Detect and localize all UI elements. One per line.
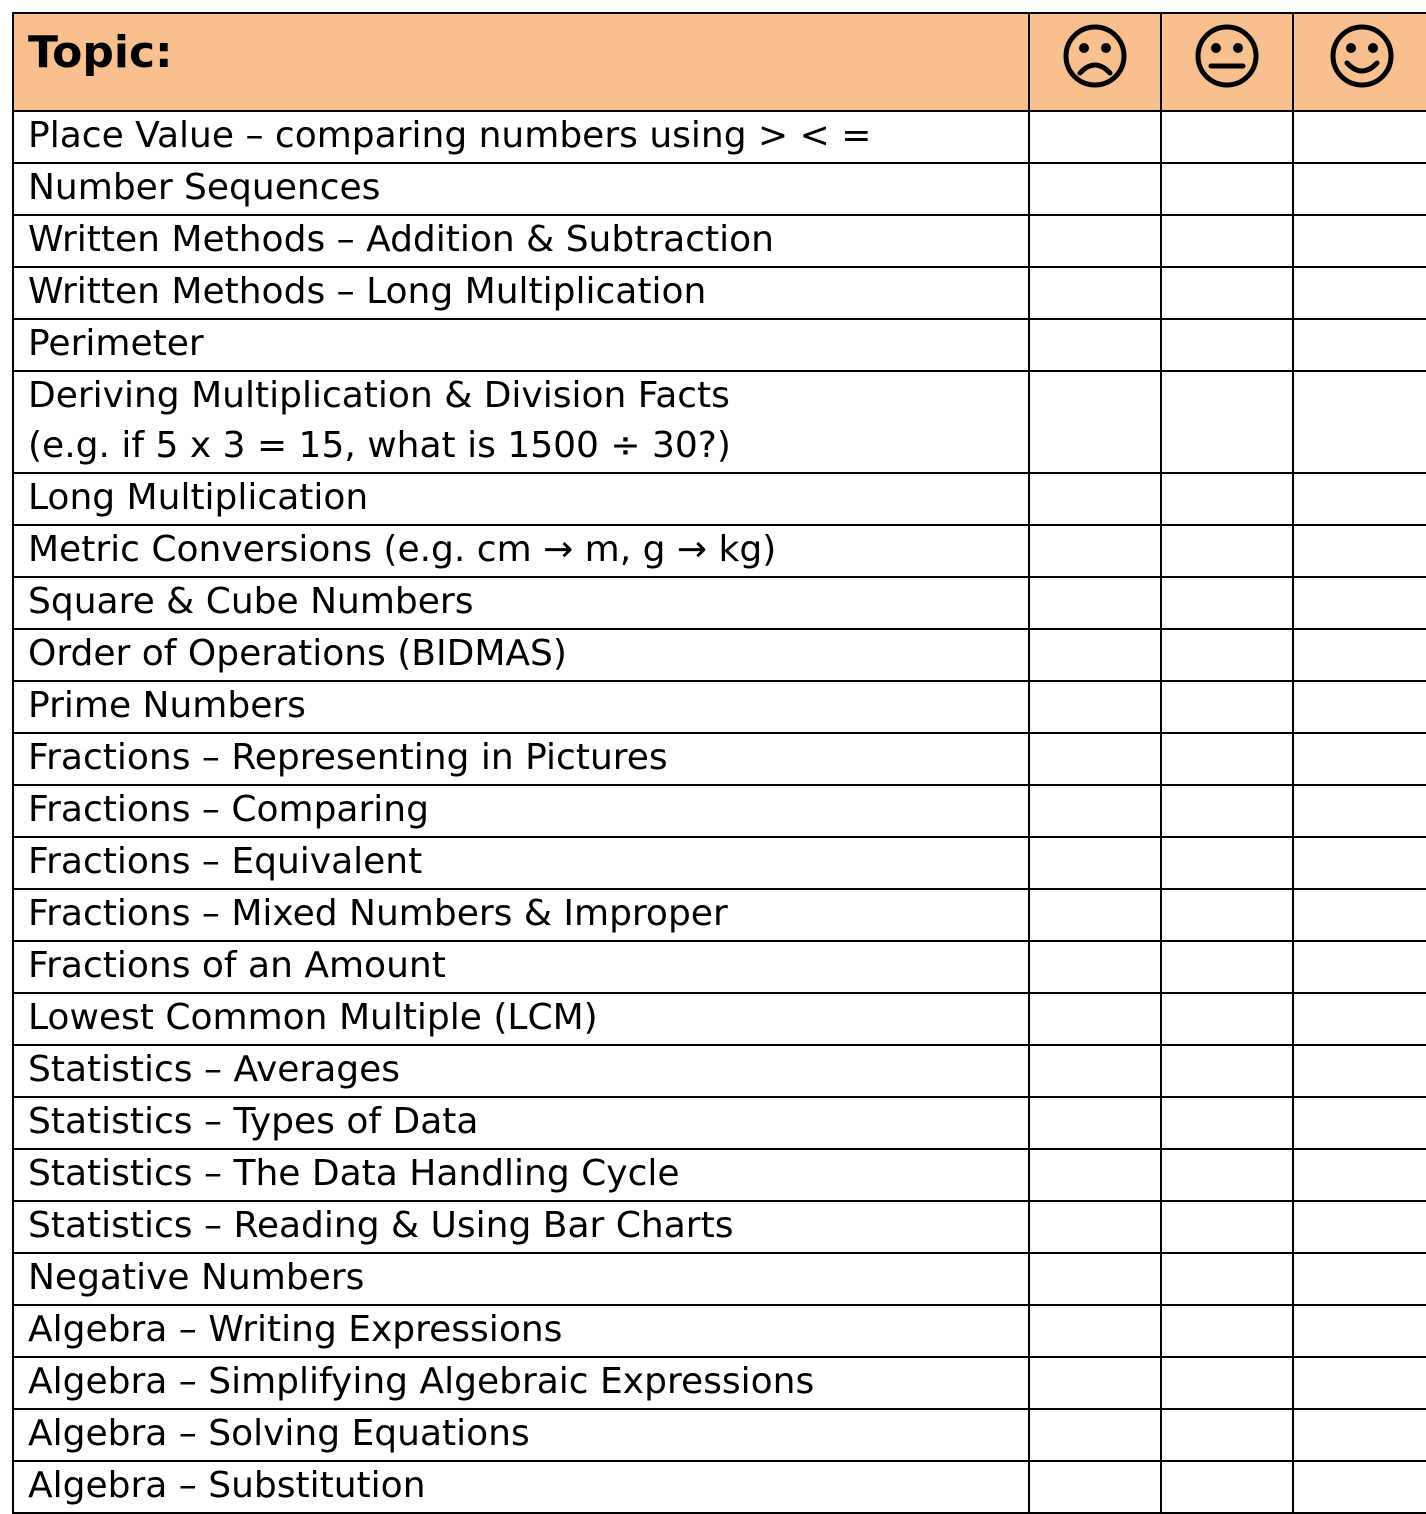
happy-rating-cell[interactable] (1293, 889, 1426, 941)
topic-label: (e.g. if 5 x 3 = 15, what is 1500 ÷ 30?) (28, 425, 731, 466)
neutral-rating-cell[interactable] (1161, 941, 1293, 993)
topic-label: Order of Operations (BIDMAS) (28, 633, 567, 674)
topic-header (13, 13, 1029, 111)
table-row (13, 1045, 1426, 1097)
neutral-rating-cell[interactable] (1161, 1357, 1293, 1409)
table-row (13, 473, 1426, 525)
neutral-rating-cell[interactable] (1161, 1201, 1293, 1253)
topic-label: Fractions – Mixed Numbers & Improper (28, 893, 728, 934)
topic-label: Written Methods – Addition & Subtraction (28, 219, 774, 260)
neutral-rating-cell[interactable] (1161, 577, 1293, 629)
topic-cell (13, 993, 1029, 1045)
topic-cell (13, 267, 1029, 319)
table-row (13, 1305, 1426, 1357)
sad-rating-cell[interactable] (1029, 111, 1161, 163)
topic-cell (13, 215, 1029, 267)
table-row (13, 1461, 1426, 1513)
topic-cell (13, 319, 1029, 371)
table-row (13, 837, 1426, 889)
table-row (13, 1253, 1426, 1305)
happy-rating-cell[interactable] (1293, 837, 1426, 889)
sad-rating-cell[interactable] (1029, 319, 1161, 371)
table-row (13, 889, 1426, 941)
topic-label: Fractions of an Amount (28, 945, 446, 986)
sad-rating-cell[interactable] (1029, 577, 1161, 629)
topic-label: Algebra – Solving Equations (28, 1413, 530, 1454)
topic-title: Topic: (28, 27, 173, 78)
sad-rating-cell[interactable] (1029, 785, 1161, 837)
table-row (13, 577, 1426, 629)
happy-rating-cell[interactable] (1293, 111, 1426, 163)
sad-rating-cell[interactable] (1029, 267, 1161, 319)
topic-label: Metric Conversions (e.g. cm → m, g → kg) (28, 529, 777, 570)
sad-rating-cell[interactable] (1029, 941, 1161, 993)
table-row (13, 993, 1426, 1045)
happy-rating-cell[interactable] (1293, 1201, 1426, 1253)
neutral-rating-cell[interactable] (1161, 993, 1293, 1045)
topic-cell (13, 1149, 1029, 1201)
happy-rating-cell[interactable] (1293, 733, 1426, 785)
happy-rating-cell[interactable] (1293, 473, 1426, 525)
happy-face-icon (1329, 23, 1395, 89)
table-row (13, 941, 1426, 993)
table-row (13, 1409, 1426, 1461)
topic-cell (13, 1305, 1029, 1357)
topic-label: Algebra – Simplifying Algebraic Expressions (28, 1361, 815, 1402)
topic-cell (13, 1461, 1029, 1513)
sad-rating-cell[interactable] (1029, 1305, 1161, 1357)
topic-cell (13, 1409, 1029, 1461)
happy-rating-cell[interactable] (1293, 163, 1426, 215)
topic-cell (13, 785, 1029, 837)
neutral-rating-cell[interactable] (1161, 1253, 1293, 1305)
happy-rating-cell[interactable] (1293, 941, 1426, 993)
sad-rating-cell[interactable] (1029, 163, 1161, 215)
topic-cell (13, 577, 1029, 629)
sad-rating-cell[interactable] (1029, 1409, 1161, 1461)
topic-cell (13, 1357, 1029, 1409)
sad-rating-cell[interactable] (1029, 993, 1161, 1045)
topic-label: Fractions – Comparing (28, 789, 429, 830)
neutral-face-icon (1194, 23, 1260, 89)
topic-label: Place Value – comparing numbers using > < = (28, 115, 872, 156)
sad-rating-cell[interactable] (1029, 371, 1161, 473)
table-row (13, 111, 1426, 163)
topic-cell (13, 111, 1029, 163)
table-row (13, 319, 1426, 371)
sad-rating-cell[interactable] (1029, 1045, 1161, 1097)
neutral-rating-cell[interactable] (1161, 1045, 1293, 1097)
happy-rating-cell[interactable] (1293, 1305, 1426, 1357)
topic-label: Algebra – Writing Expressions (28, 1309, 563, 1350)
sad-face-icon (1062, 23, 1128, 89)
table-row (13, 267, 1426, 319)
topic-cell (13, 733, 1029, 785)
topic-label: Square & Cube Numbers (28, 581, 474, 622)
table-row (13, 1201, 1426, 1253)
sad-rating-cell[interactable] (1029, 1201, 1161, 1253)
topic-label: Number Sequences (28, 167, 381, 208)
topic-cell (13, 629, 1029, 681)
neutral-rating-cell[interactable] (1161, 371, 1293, 473)
topic-label: Statistics – Averages (28, 1049, 401, 1090)
topic-cell (13, 889, 1029, 941)
neutral-rating-cell[interactable] (1161, 629, 1293, 681)
table-row (13, 371, 1426, 473)
header-row (13, 13, 1426, 111)
happy-rating-cell[interactable] (1293, 1409, 1426, 1461)
topic-label: Fractions – Representing in Pictures (28, 737, 668, 778)
neutral-rating-cell[interactable] (1161, 267, 1293, 319)
table-row (13, 1149, 1426, 1201)
neutral-rating-cell[interactable] (1161, 681, 1293, 733)
neutral-rating-cell[interactable] (1161, 1097, 1293, 1149)
topic-cell (13, 1201, 1029, 1253)
neutral-rating-cell[interactable] (1161, 1461, 1293, 1513)
topic-label: Algebra – Substitution (28, 1465, 426, 1506)
sad-rating-cell[interactable] (1029, 1357, 1161, 1409)
happy-column-header (1293, 13, 1426, 111)
sad-rating-cell[interactable] (1029, 473, 1161, 525)
neutral-rating-cell[interactable] (1161, 111, 1293, 163)
topic-label: Lowest Common Multiple (LCM) (28, 997, 598, 1038)
neutral-rating-cell[interactable] (1161, 215, 1293, 267)
sad-rating-cell[interactable] (1029, 733, 1161, 785)
neutral-rating-cell[interactable] (1161, 1409, 1293, 1461)
table-row (13, 733, 1426, 785)
happy-rating-cell[interactable] (1293, 215, 1426, 267)
neutral-rating-cell[interactable] (1161, 525, 1293, 577)
topic-cell (13, 473, 1029, 525)
topic-cell (13, 837, 1029, 889)
sad-rating-cell[interactable] (1029, 525, 1161, 577)
happy-rating-cell[interactable] (1293, 1045, 1426, 1097)
happy-rating-cell[interactable] (1293, 1097, 1426, 1149)
happy-rating-cell[interactable] (1293, 371, 1426, 473)
happy-rating-cell[interactable] (1293, 629, 1426, 681)
topic-cell (13, 681, 1029, 733)
topic-cell (13, 371, 1029, 473)
neutral-rating-cell[interactable] (1161, 1305, 1293, 1357)
topic-cell (13, 163, 1029, 215)
sad-rating-cell[interactable] (1029, 1461, 1161, 1513)
happy-rating-cell[interactable] (1293, 1357, 1426, 1409)
sad-rating-cell[interactable] (1029, 837, 1161, 889)
neutral-rating-cell[interactable] (1161, 889, 1293, 941)
topic-label: Statistics – Types of Data (28, 1101, 479, 1142)
topic-cell (13, 1097, 1029, 1149)
happy-rating-cell[interactable] (1293, 577, 1426, 629)
happy-rating-cell[interactable] (1293, 993, 1426, 1045)
topic-label: Fractions – Equivalent (28, 841, 423, 882)
neutral-column-header (1161, 13, 1293, 111)
happy-rating-cell[interactable] (1293, 1253, 1426, 1305)
table-row (13, 681, 1426, 733)
happy-rating-cell[interactable] (1293, 785, 1426, 837)
neutral-rating-cell[interactable] (1161, 837, 1293, 889)
topic-label: Written Methods – Long Multiplication (28, 271, 707, 312)
sad-rating-cell[interactable] (1029, 1097, 1161, 1149)
table-row (13, 163, 1426, 215)
topic-label: Negative Numbers (28, 1257, 365, 1298)
topic-label: Statistics – Reading & Using Bar Charts (28, 1205, 734, 1246)
topic-cell (13, 1045, 1029, 1097)
topic-label: Deriving Multiplication & Division Facts (28, 375, 730, 416)
neutral-rating-cell[interactable] (1161, 319, 1293, 371)
table-row (13, 785, 1426, 837)
neutral-rating-cell[interactable] (1161, 785, 1293, 837)
topic-label: Prime Numbers (28, 685, 306, 726)
sad-rating-cell[interactable] (1029, 1149, 1161, 1201)
neutral-rating-cell[interactable] (1161, 473, 1293, 525)
sad-column-header (1029, 13, 1161, 111)
happy-rating-cell[interactable] (1293, 525, 1426, 577)
topic-cell (13, 1253, 1029, 1305)
topic-label: Long Multiplication (28, 477, 369, 518)
table-row (13, 525, 1426, 577)
sad-rating-cell[interactable] (1029, 1253, 1161, 1305)
happy-rating-cell[interactable] (1293, 267, 1426, 319)
topic-label: Perimeter (28, 323, 204, 364)
neutral-rating-cell[interactable] (1161, 733, 1293, 785)
sad-rating-cell[interactable] (1029, 889, 1161, 941)
sad-rating-cell[interactable] (1029, 629, 1161, 681)
happy-rating-cell[interactable] (1293, 1149, 1426, 1201)
table-row (13, 1097, 1426, 1149)
topic-cell (13, 525, 1029, 577)
topic-label: Statistics – The Data Handling Cycle (28, 1153, 680, 1194)
table-row (13, 215, 1426, 267)
happy-rating-cell[interactable] (1293, 319, 1426, 371)
topic-cell (13, 941, 1029, 993)
neutral-rating-cell[interactable] (1161, 163, 1293, 215)
topic-list (13, 111, 1426, 1513)
table-row (13, 629, 1426, 681)
table-row (13, 1357, 1426, 1409)
topic-rating-table (12, 12, 1426, 1514)
sad-rating-cell[interactable] (1029, 681, 1161, 733)
happy-rating-cell[interactable] (1293, 681, 1426, 733)
sad-rating-cell[interactable] (1029, 215, 1161, 267)
neutral-rating-cell[interactable] (1161, 1149, 1293, 1201)
happy-rating-cell[interactable] (1293, 1461, 1426, 1513)
